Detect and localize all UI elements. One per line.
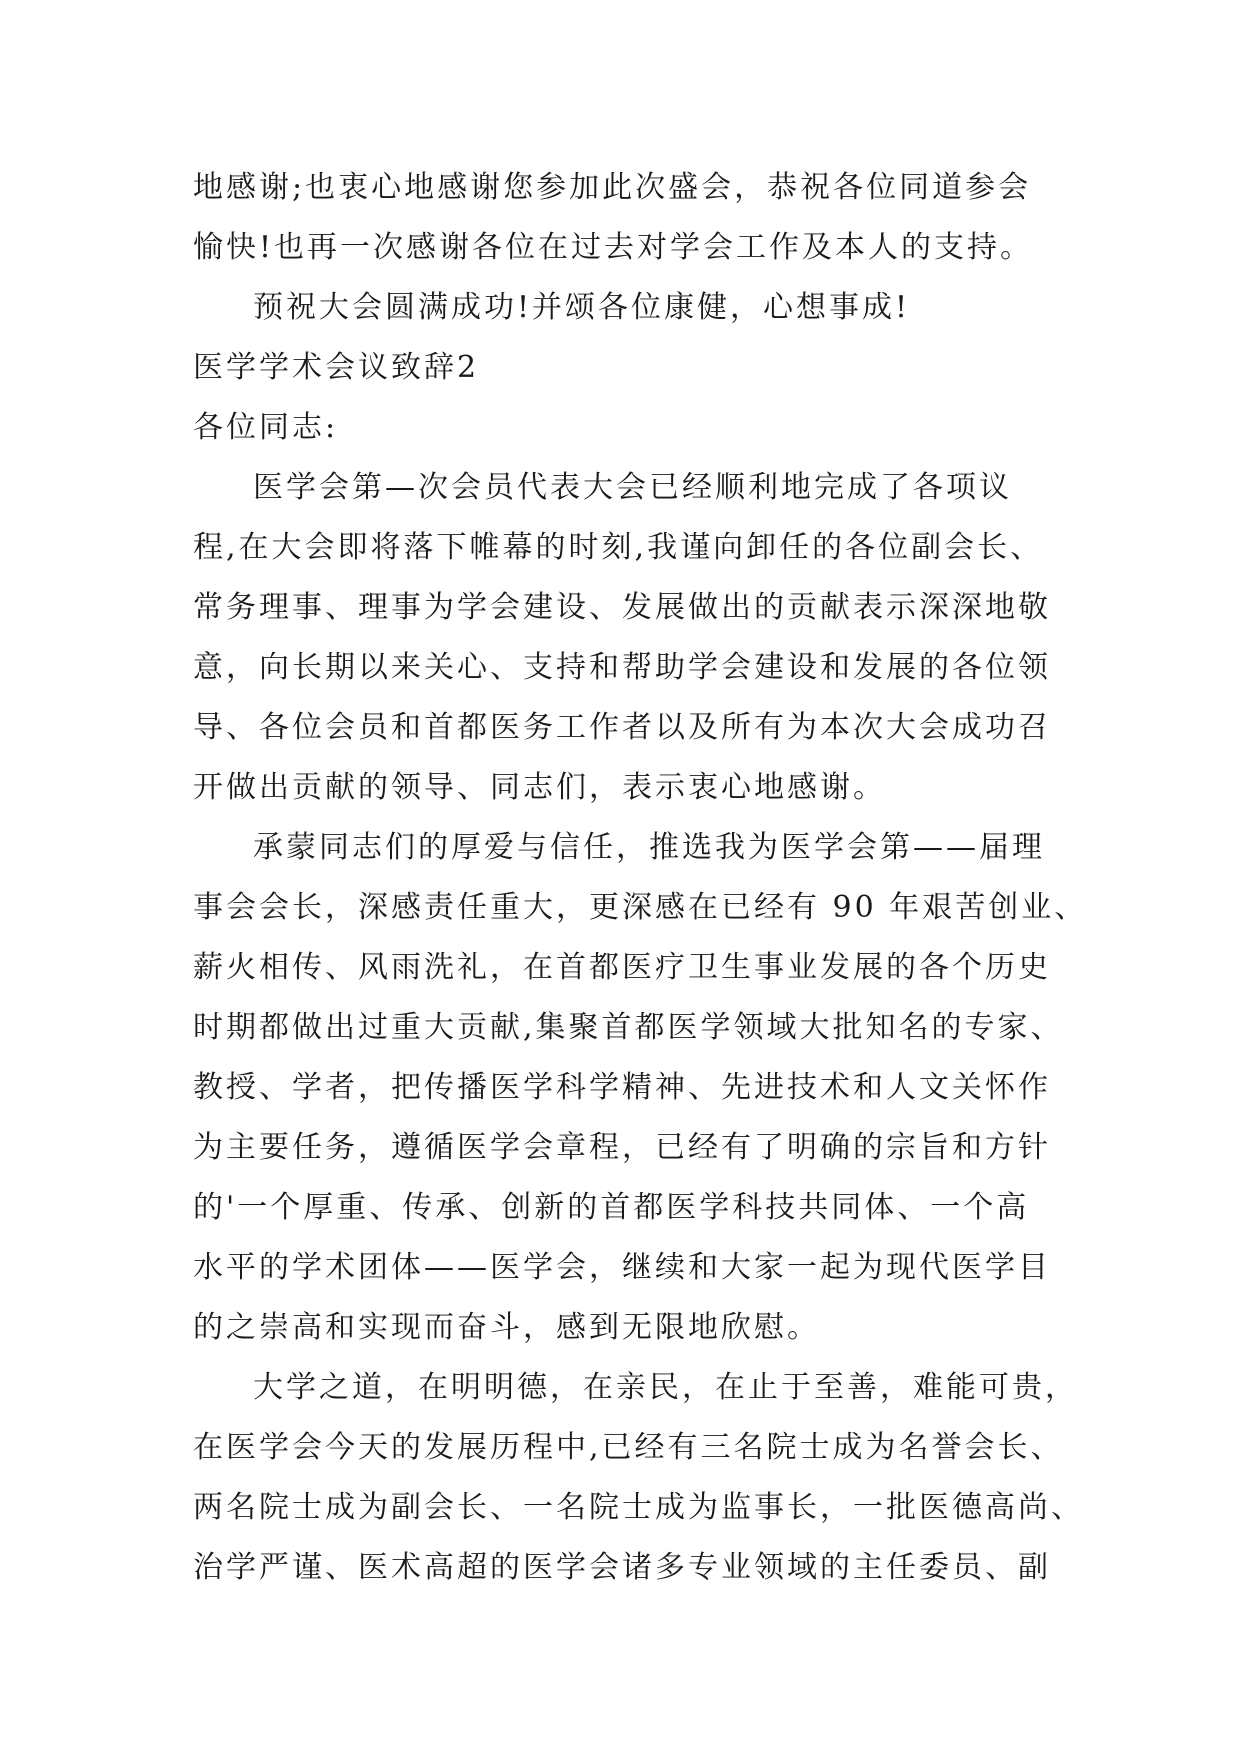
paragraph-line: 事会会长，深感责任重大，更深感在已经有 90 年艰苦创业、: [193, 890, 1088, 925]
paragraph-line: 医学会第—次会员代表大会已经顺利地完成了各项议: [253, 470, 1012, 505]
paragraph-line: 教授、学者，把传播医学科学精神、先进技术和人文关怀作: [193, 1070, 1051, 1105]
paragraph-line: 预祝大会圆满成功!并颂各位康健，心想事成!: [253, 290, 911, 325]
paragraph-line: 大学之道，在明明德，在亲民，在止于至善，难能可贵，: [253, 1370, 1078, 1405]
paragraph-line: 水平的学术团体——医学会，继续和大家一起为现代医学目: [193, 1250, 1051, 1285]
paragraph-line: 愉快!也再一次感谢各位在过去对学会工作及本人的支持。: [193, 230, 1034, 265]
paragraph-line: 的'一个厚重、传承、创新的首都医学科技共同体、一个高: [193, 1190, 1030, 1225]
paragraph-line: 两名院士成为副会长、一名院士成为监事长，一批医德高尚、: [193, 1490, 1084, 1525]
document-body: [193, 158, 1088, 1598]
paragraph-line: 程,在大会即将落下帷幕的时刻,我谨向卸任的各位副会长、: [193, 530, 1044, 565]
paragraph-line: 治学严谨、医术高超的医学会诸多专业领域的主任委员、副: [193, 1550, 1051, 1585]
paragraph-line: 意，向长期以来关心、支持和帮助学会建设和发展的各位领: [193, 650, 1051, 685]
paragraph-line: 导、各位会员和首都医务工作者以及所有为本次大会成功召: [193, 710, 1051, 745]
paragraph-line: 承蒙同志们的厚爱与信任，推选我为医学会第——届理: [253, 830, 1045, 865]
paragraph-line: 地感谢;也衷心地感谢您参加此次盛会，恭祝各位同道参会: [193, 170, 1032, 205]
paragraph-line: 为主要任务，遵循医学会章程，已经有了明确的宗旨和方针: [193, 1130, 1051, 1165]
paragraph-line: 常务理事、理事为学会建设、发展做出的贡献表示深深地敬: [193, 590, 1051, 625]
paragraph-line: 开做出贡献的领导、同志们，表示衷心地感谢。: [193, 770, 886, 805]
paragraph-line: 在医学会今天的发展历程中,已经有三名院士成为名誉会长、: [193, 1430, 1064, 1465]
paragraph-line: 的之崇高和实现而奋斗，感到无限地欣慰。: [193, 1310, 820, 1345]
paragraph-line: 薪火相传、风雨洗礼，在首都医疗卫生事业发展的各个历史: [193, 950, 1051, 985]
salutation: 各位同志:: [193, 410, 339, 445]
paragraph-line: 时期都做出过重大贡献,集聚首都医学领域大批知名的专家、: [193, 1010, 1064, 1045]
section-title: 医学学术会议致辞2: [193, 350, 480, 385]
